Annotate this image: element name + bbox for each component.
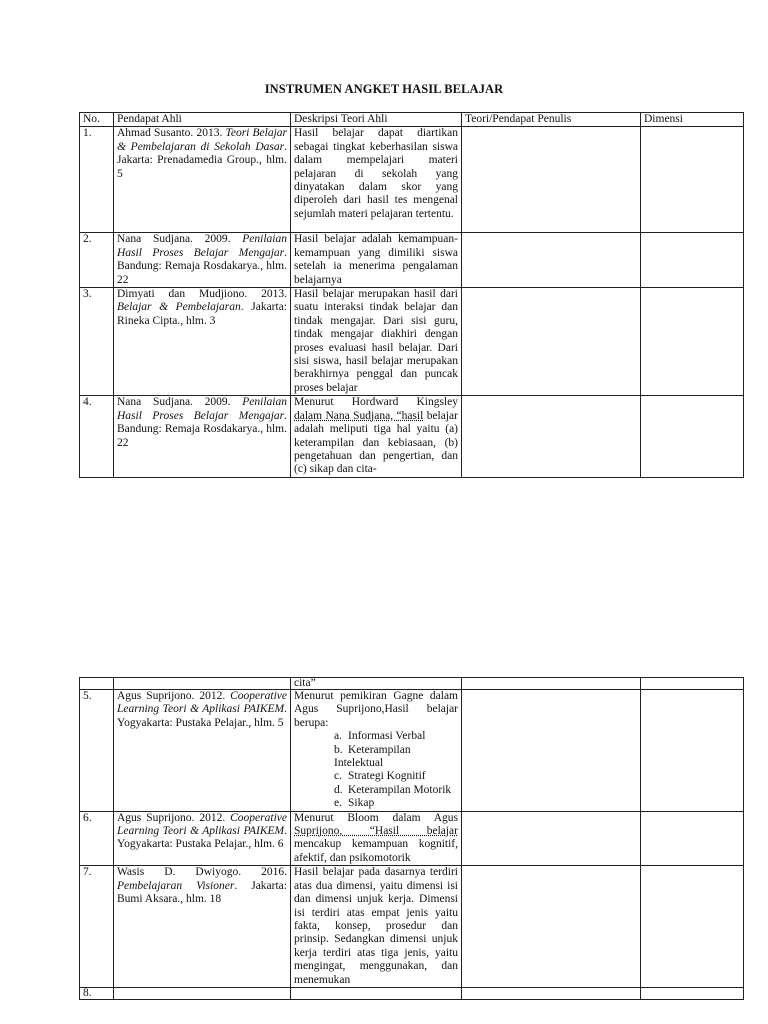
description	[291, 988, 462, 1000]
row-number: 7.	[80, 866, 114, 988]
table-row	[80, 233, 744, 288]
author-opinion-cell[interactable]	[462, 988, 641, 1000]
header-dimensi: Dimensi	[641, 113, 744, 127]
row-number: 1.	[80, 127, 114, 233]
author-opinion-cell[interactable]	[462, 288, 641, 396]
row-number: 8.	[80, 988, 114, 1000]
reference: Nana Sudjana. 2009. Penilaian Hasil Proses Belajar Mengajar. Bandung: Remaja Rosdakarya., hlm. 22	[114, 396, 291, 477]
reference: Agus Suprijono. 2012. Cooperative Learning Teori & Aplikasi PAIKEM. Yogyakarta: Pustaka Pelajar., hlm. 6	[114, 811, 291, 866]
dimension-cell[interactable]	[641, 127, 744, 233]
author-opinion-cell[interactable]	[462, 396, 641, 477]
row-number: 6.	[80, 811, 114, 866]
dimension-cell[interactable]	[641, 396, 744, 477]
description: Hasil belajar pada dasarnya terdiri atas dua dimensi, yaitu dimensi isi dan dimensi unjuk kerja. Dimensi isi terdiri atas empat jenis yaitu fakta, konsep, prosedur dan prinsip. Sedangkan dimensi unjuk kerja terdiri atas tiga jenis, yaitu mengingat, menggunakan, dan menemukan	[291, 866, 462, 988]
table-row	[80, 690, 744, 812]
author-opinion-cell[interactable]	[462, 866, 641, 988]
description-continuation: cita”	[291, 678, 462, 690]
table-row	[80, 866, 744, 988]
list-item: e. Sikap	[334, 797, 375, 810]
dimension-cell[interactable]	[641, 866, 744, 988]
reference	[114, 988, 291, 1000]
dimension-cell[interactable]	[641, 690, 744, 812]
author-opinion-cell[interactable]	[462, 127, 641, 233]
reference: Ahmad Susanto. 2013. Teori Belajar & Pembelajaran di Sekolah Dasar. Jakarta: Prenadamedia Group., hlm. 5	[114, 127, 291, 233]
reference: Dimyati dan Mudjiono. 2013. Belajar & Pembelajaran. Jakarta: Rineka Cipta., hlm. 3	[114, 288, 291, 396]
row-number: 4.	[80, 396, 114, 477]
row-number: 3.	[80, 288, 114, 396]
learning-outcome-list	[294, 730, 458, 810]
list-item: b. Keterampilan Intelektual	[334, 743, 411, 770]
header-ahli: Pendapat Ahli	[114, 113, 291, 127]
table-row-continuation	[80, 678, 744, 690]
description: Hasil belajar adalah kemampuan-kemampuan yang dimiliki siswa setelah ia menerima pengalaman belajarnya	[291, 233, 462, 288]
description: Menurut Bloom dalam Agus Suprijono, “Hasil belajar mencakup kemampuan kognitif, afektif, dan psikomotorik	[291, 811, 462, 866]
list-item: c. Strategi Kognitif	[334, 770, 426, 783]
reference: Agus Suprijono. 2012. Cooperative Learning Teori & Aplikasi PAIKEM. Yogyakarta: Pustaka Pelajar., hlm. 5	[114, 690, 291, 812]
header-deskripsi: Deskripsi Teori Ahli	[291, 113, 462, 127]
description: Hasil belajar merupakan hasil dari suatu interaksi tindak belajar dan tindak mengajar. Dari sisi guru, tindak mengajar diakhiri dengan proses evaluasi hasil belajar. Dari sisi siswa, hasil belajar merupakan berakhirnya penggal dan puncak proses belajar	[291, 288, 462, 396]
questionnaire-table-2	[79, 677, 744, 1000]
dimension-cell[interactable]	[641, 233, 744, 288]
dimension-cell[interactable]	[641, 811, 744, 866]
page-title: INSTRUMEN ANGKET HASIL BELAJAR	[264, 82, 504, 96]
dimension-cell[interactable]	[641, 678, 744, 690]
row-number: 5.	[80, 690, 114, 812]
header-no: No.	[80, 113, 114, 127]
row-number	[80, 678, 114, 690]
description: Menurut pemikiran Gagne dalam Agus Suprijono,Hasil belajar berupa: a. Informasi Verbal b. Keterampilan Intelektual c. Strategi Kognitif d. Keterampilan Motorik e. Sikap	[291, 690, 462, 812]
questionnaire-table-1	[79, 112, 744, 478]
description: Hasil belajar dapat diartikan sebagai tingkat keberhasilan siswa dalam mempelajari materi pelajaran di sekolah yang dinyatakan dalam skor yang diperoleh dari hasil tes mengenal sejumlah materi pelajaran tertentu.	[291, 127, 462, 233]
dimension-cell[interactable]	[641, 988, 744, 1000]
dimension-cell[interactable]	[641, 288, 744, 396]
list-item: d. Keterampilan Motorik	[334, 783, 452, 796]
reference: Nana Sudjana. 2009. Penilaian Hasil Proses Belajar Mengajar. Bandung: Remaja Rosdakarya., hlm. 22	[114, 233, 291, 288]
table-row	[80, 396, 744, 477]
table-header-row	[80, 113, 744, 127]
header-penulis: Teori/Pendapat Penulis	[462, 113, 641, 127]
author-opinion-cell[interactable]	[462, 678, 641, 690]
list-item: a. Informasi Verbal	[334, 730, 426, 743]
table-row	[80, 127, 744, 233]
reference: Wasis D. Dwiyogo. 2016. Pembelajaran Visioner. Jakarta: Bumi Aksara., hlm. 18	[114, 866, 291, 988]
description: Menurut Hordward Kingsley dalam Nana Sudjana, “hasil belajar adalah meliputi tiga hal yaitu (a) keterampilan dan kebiasaan, (b) pengetahuan dan pengertian, dan (c) sikap dan cita-	[291, 396, 462, 477]
row-number: 2.	[80, 233, 114, 288]
reference	[114, 678, 291, 690]
table-row	[80, 811, 744, 866]
author-opinion-cell[interactable]	[462, 690, 641, 812]
author-opinion-cell[interactable]	[462, 811, 641, 866]
table-row	[80, 988, 744, 1000]
table-row	[80, 288, 744, 396]
author-opinion-cell[interactable]	[462, 233, 641, 288]
